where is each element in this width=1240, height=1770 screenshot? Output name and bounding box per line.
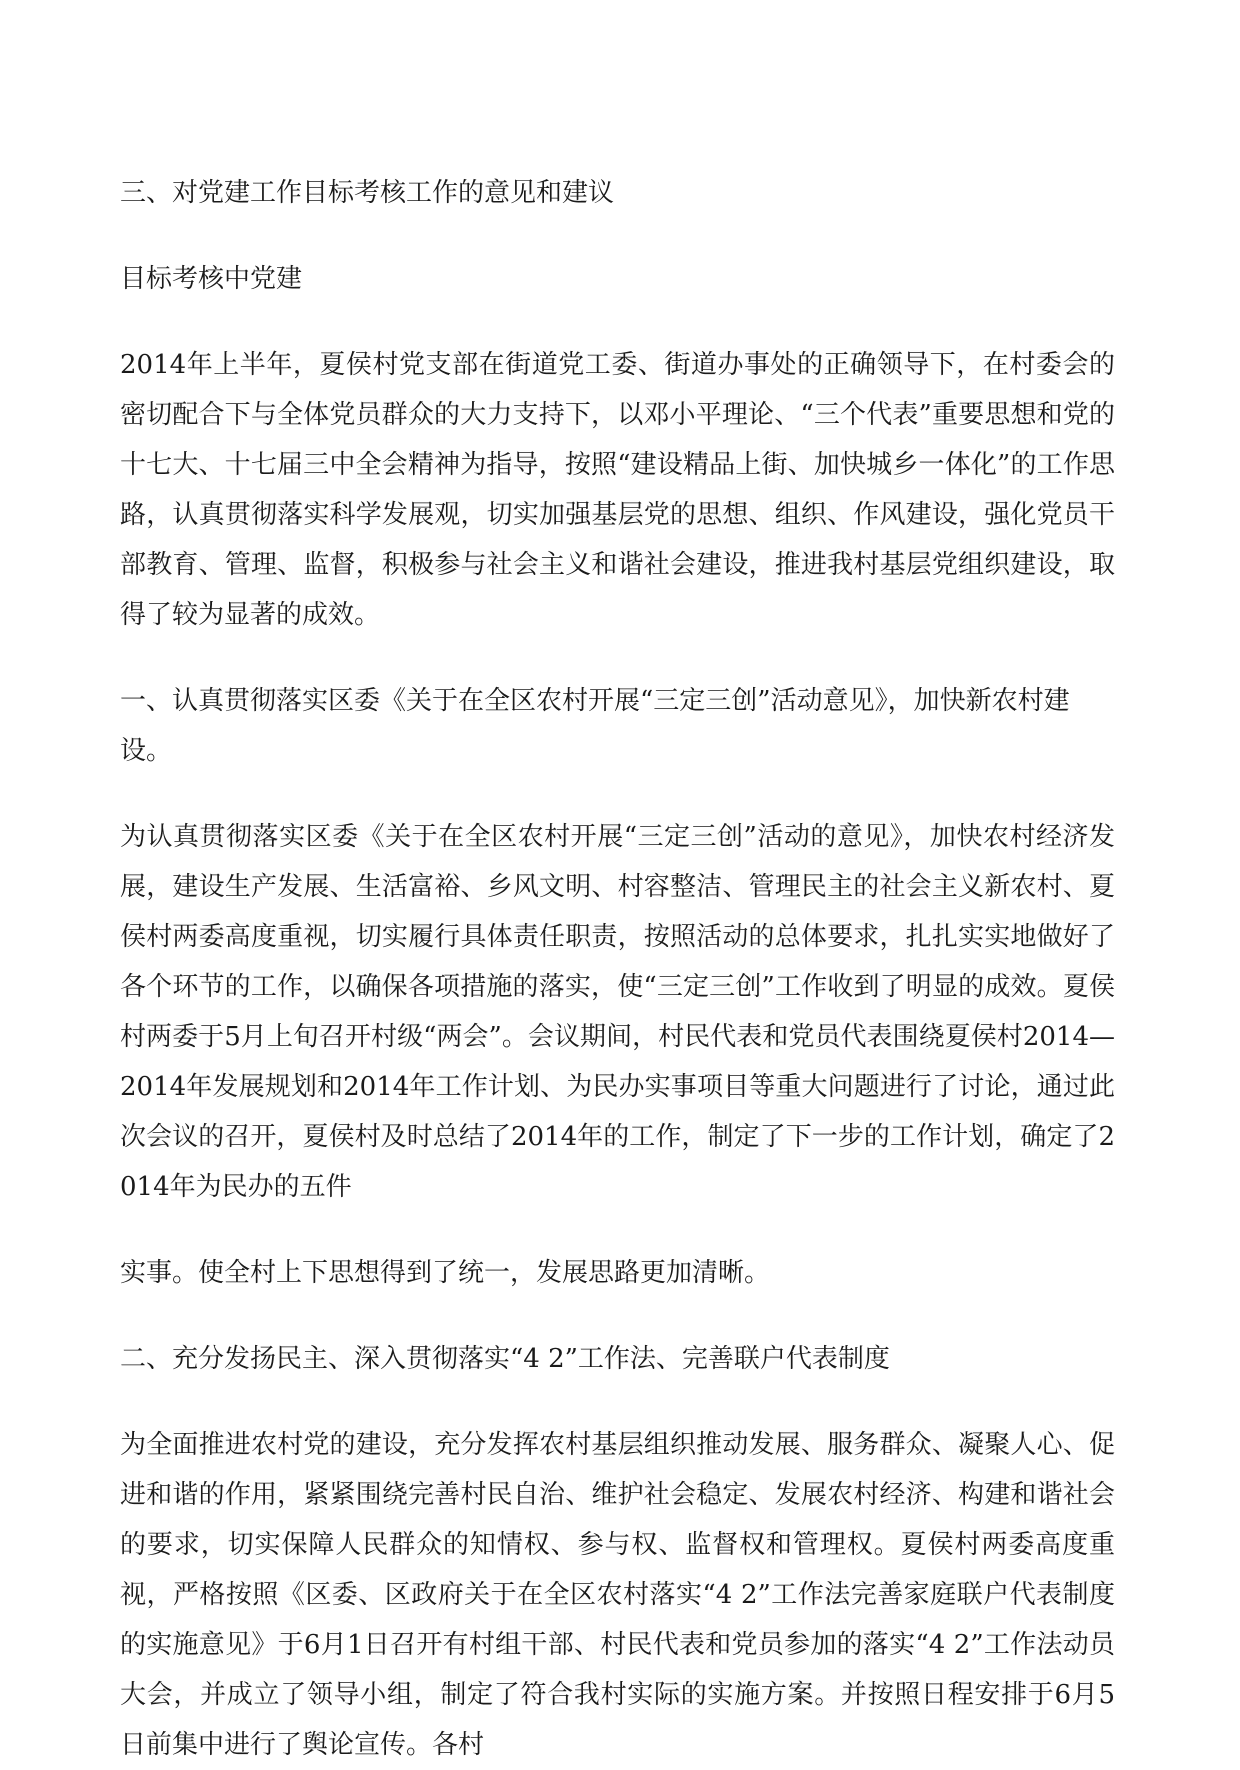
spacer xyxy=(120,304,1115,340)
spacer xyxy=(120,1298,1115,1334)
section-heading-one: 一、认真贯彻落实区委《关于在全区农村开展“三定三创”活动意见》，加快新农村建设。 xyxy=(120,686,1070,766)
section-heading-two: 二、充分发扬民主、深入贯彻落实“4 2”工作法、完善联户代表制度 xyxy=(120,1344,890,1374)
spacer xyxy=(120,640,1115,676)
paragraph-three-ding: 为认真贯彻落实区委《关于在全区农村开展“三定三创”活动的意见》，加快农村经济发展，建设生产发展、生活富裕、乡风文明、村容整洁、管理民主的社会主义新农村、夏侯村两委高度重视，切实履行具体责任职责，按照活动的总体要求，扎扎实实地做好了各个环节的工作，以确保各项措施的落实，使“三定三创”工作收到了明显的成效。夏侯村两委于5月上旬召开村级“两会”。会议期间，村民代表和党员代表围绕夏侯村2014—2014年发展规划和2014年工作计划、为民办实事项目等重大问题进行了讨论，通过此次会议的召开，夏侯村及时总结了2014年的工作，制定了下一步的工作计划，确定了2014年为民办的五件 xyxy=(120,822,1115,1202)
spacer xyxy=(120,1384,1115,1420)
spacer xyxy=(120,218,1115,254)
spacer xyxy=(120,1212,1115,1248)
paragraph-continuation: 实事。使全村上下思想得到了统一，发展思路更加清晰。 xyxy=(120,1258,771,1288)
paragraph-summary: 2014年上半年，夏侯村党支部在街道党工委、街道办事处的正确领导下，在村委会的密切配合下与全体党员群众的大力支持下，以邓小平理论、“三个代表”重要思想和党的十七大、十七届三中全会精神为指导，按照“建设精品上街、加快城乡一体化”的工作思路，认真贯彻落实科学发展观，切实加强基层党的思想、组织、作风建设，强化党员干部教育、管理、监督，积极参与社会主义和谐社会建设，推进我村基层党组织建设，取得了较为显著的成效。 xyxy=(120,350,1115,630)
section-heading-opinions: 三、对党建工作目标考核工作的意见和建议 xyxy=(120,178,615,208)
paragraph-democracy: 为全面推进农村党的建设，充分发挥农村基层组织推动发展、服务群众、凝聚人心、促进和谐的作用，紧紧围绕完善村民自治、维护社会稳定、发展农村经济、构建和谐社会的要求，切实保障人民群众的知情权、参与权、监督权和管理权。夏侯村两委高度重视，严格按照《区委、区政府关于在全区农村落实“4 2”工作法完善家庭联户代表制度的实施意见》于6月1日召开有村组干部、村民代表和党员参加的落实“4 2”工作法动员大会，并成立了领导小组，制定了符合我村实际的实施方案。并按照日程安排于6月5日前集中进行了舆论宣传。各村 xyxy=(120,1430,1115,1760)
document-body xyxy=(120,168,1115,1770)
subtitle-party-building: 目标考核中党建 xyxy=(120,264,303,294)
spacer xyxy=(120,776,1115,812)
